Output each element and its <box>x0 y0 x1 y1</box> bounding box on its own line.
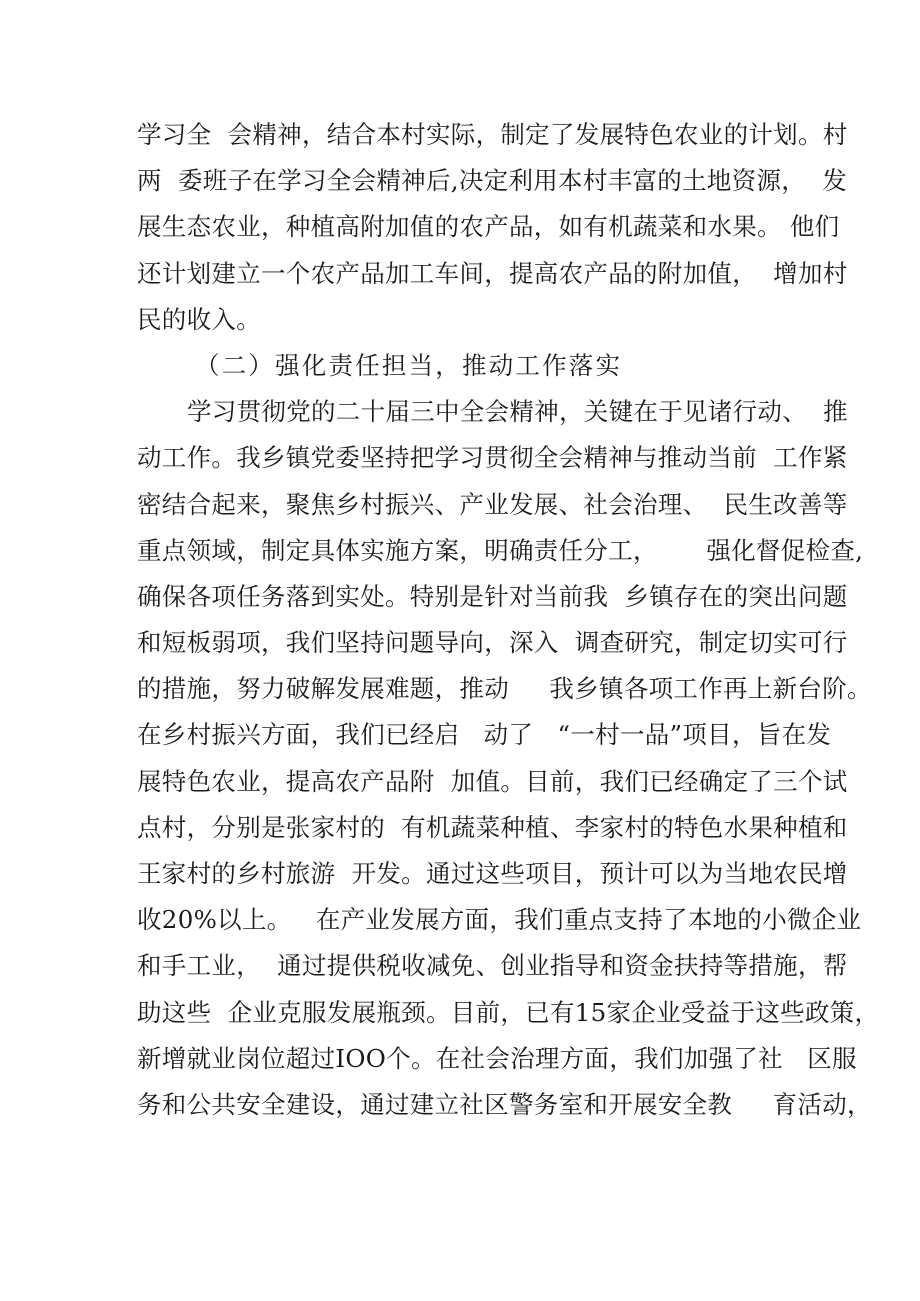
body-line-3: 展生态农业，种植高附加值的农产品，如有机蔬菜和水果。 他们 <box>137 212 840 242</box>
body-line-9: 重点领域，制定具体实施方案，明确责任分工， 强化督促检查, <box>137 535 864 565</box>
body-line-4: 还计划建立一个农产品加工车间，提高农产品的附加值， 增加村 <box>137 258 848 288</box>
body-line-14: 展特色农业，提高农产品附 加值。目前，我们已经确定了三个试 <box>137 766 848 796</box>
body-line-12: 的措施，努力破解发展难题，推动 我乡镇各项工作再上新台阶。 <box>137 674 872 704</box>
body-line-17: 收20%以上。 在产业发展方面，我们重点支持了本地的小微企业 <box>137 905 862 935</box>
body-line-13: 在乡村振兴方面，我们已经启 动了 “一村一品”项目，旨在发 <box>137 720 832 750</box>
body-line-20: 新增就业岗位超过IOO个。在社会治理方面，我们加强了社 区服 <box>137 1043 857 1073</box>
section-heading: （二）强化责任担当，推动工作落实 <box>195 350 623 380</box>
body-line-7: 动工作。我乡镇党委坚持把学习贯彻全会精神与推动当前 工作紧 <box>137 443 848 473</box>
body-line-2: 两 委班子在学习全会精神后,决定利用本村丰富的土地资源， 发 <box>137 166 848 196</box>
body-line-18: 和手工业， 通过提供税收减免、创业指导和资金扶持等措施，帮 <box>137 951 848 981</box>
body-line-6: 学习贯彻党的二十届三中全会精神，关键在于见诸行动、 推 <box>187 397 848 427</box>
body-line-19: 助这些 企业克服发展瓶颈。目前，已有15家企业受益于这些政策， <box>137 997 880 1027</box>
document-body <box>137 112 880 1128</box>
body-line-10: 确保各项任务落到实处。特别是针对当前我 乡镇存在的突出问题 <box>137 581 848 611</box>
body-line-21: 务和公共安全建设，通过建立社区警务室和开展安全教 育活动， <box>137 1089 872 1119</box>
body-line-16: 王家村的乡村旅游 开发。通过这些项目，预计可以为当地农民增 <box>137 859 848 888</box>
body-line-8: 密结合起来，聚焦乡村振兴、产业发展、社会治理、 民生改善等 <box>137 489 848 519</box>
body-line-11: 和短板弱项，我们坚持问题导向，深入 调查研究，制定切实可行 <box>137 628 848 658</box>
body-line-5: 民的收入。 <box>137 304 261 334</box>
body-line-1: 学习全 会精神，结合本村实际，制定了发展特色农业的计划。村 <box>137 120 848 149</box>
body-line-15: 点村，分别是张家村的 有机蔬菜种植、李家村的特色水果种植和 <box>137 812 848 842</box>
